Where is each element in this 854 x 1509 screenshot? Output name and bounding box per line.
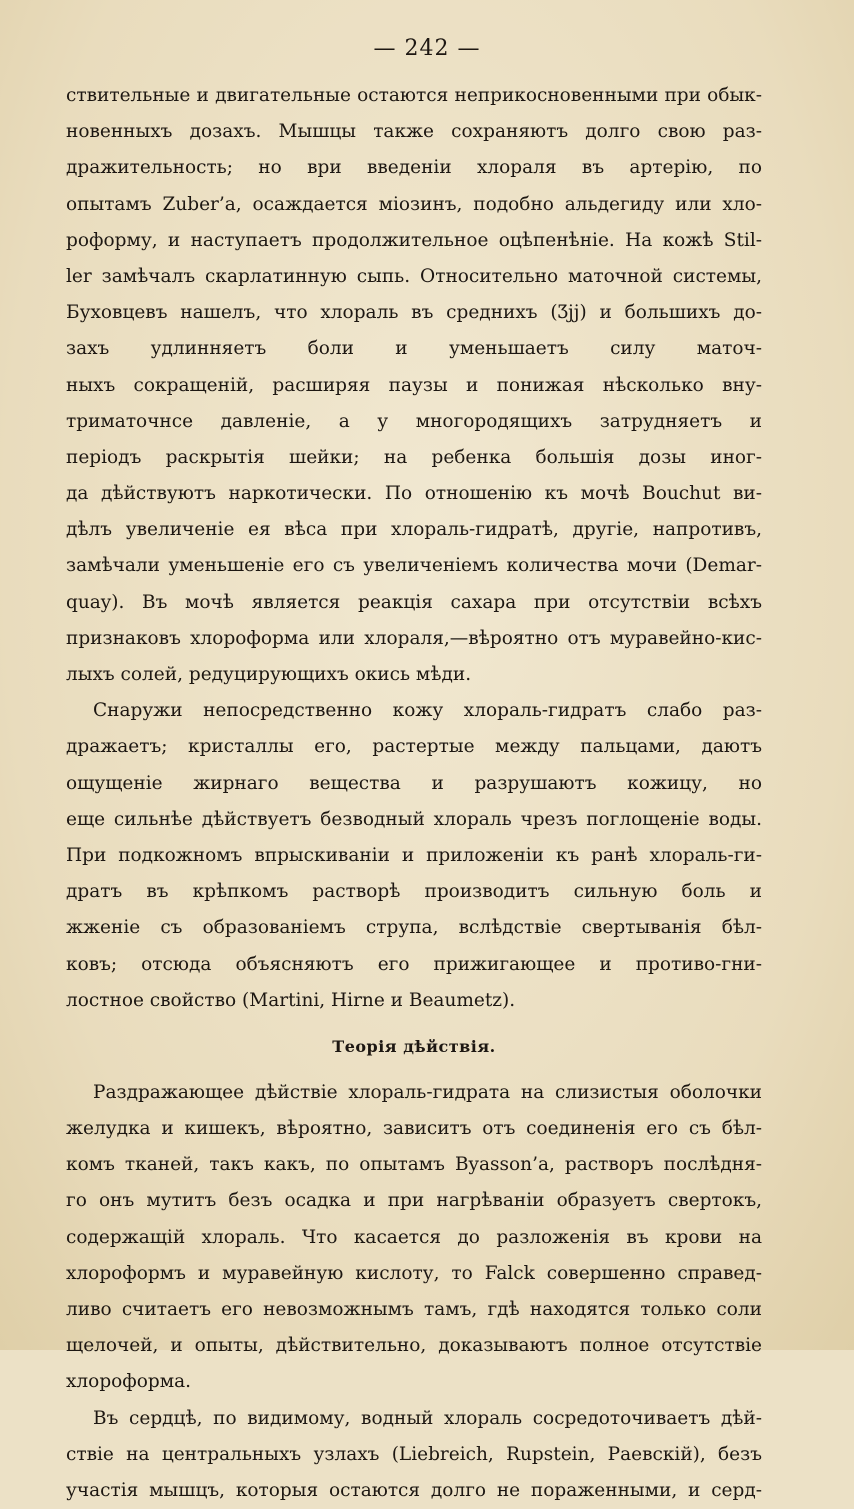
section-heading: Теорія дѣйствія. [332, 1036, 496, 1056]
text-line: признаковъ хлороформа или хлораля,—вѣроятно отъ муравейно-кис- [66, 627, 762, 649]
text-line: ливо считаетъ его невозможнымъ тамъ, гдѣ находятся только соли [66, 1299, 762, 1320]
text-line: лыхъ солей, редуцирующихъ окись мѣди. [66, 664, 472, 685]
page-number: — 242 — [373, 36, 481, 61]
text-line: дражаетъ; кристаллы его, растертые между пальцами, даютъ [66, 736, 762, 758]
text-line: щелочей, и опыты, дѣйствительно, доказываютъ полное отсутствіе [66, 1335, 762, 1357]
text-line: новенныхъ дозахъ. Мышцы также сохраняютъ долго свою раз- [66, 121, 762, 143]
text-line: лостное свойство (Martini, Hirne и Beaumetz). [66, 989, 516, 1011]
text-line: ныхъ сокращеній, расширяя паузы и понижая нѣсколько вну- [66, 374, 762, 396]
text-line: При подкожномъ впрыскиваніи и приложеніи къ ранѣ хлораль-ги- [66, 844, 762, 866]
text-line: Снаружи непосредственно кожу хлораль-гидратъ слабо раз- [93, 700, 762, 722]
text-line: дѣлъ увеличеніе ея вѣса при хлораль-гидратѣ, другіе, напротивъ, [66, 519, 762, 541]
text-line: дратъ въ крѣпкомъ растворѣ производитъ сильную боль и [66, 881, 762, 903]
text-line: триматочнсе давленіе, а у многородящихъ затрудняетъ и [66, 410, 762, 432]
text-line: ler замѣчалъ скарлатинную сыпь. Относительно маточной системы, [66, 265, 762, 287]
page-text [66, 78, 762, 1509]
text-line: жженіе съ образованіемъ струпа, вслѣдствіе свертыванія бѣл- [66, 917, 762, 939]
text-line: quay). Въ мочѣ является реакція сахара при отсутствіи всѣхъ [66, 591, 762, 613]
text-line: Въ сердцѣ, по видимому, водный хлораль сосредоточиваетъ дѣй- [93, 1407, 762, 1429]
text-line: замѣчали уменьшеніе его съ увеличеніемъ количества мочи (Demar- [66, 555, 762, 577]
text-line: еще сильнѣе дѣйствуетъ безводный хлораль чрезъ поглощеніе воды. [66, 808, 762, 830]
text-line: ствіе на центральныхъ узлахъ (Liebreich, Rupstein, Раевскій), безъ [66, 1443, 762, 1465]
text-line: ощущеніе жирнаго вещества и разрушаютъ кожицу, но [66, 772, 762, 794]
text-line: Буховцевъ нашелъ, что хлораль въ среднихъ (Ʒjj) и большихъ до- [66, 302, 762, 324]
text-line: участія мышцъ, которыя остаются долго не пораженными, и серд- [66, 1479, 762, 1501]
text-line: Раздражающее дѣйствіе хлораль-гидрата на слизистыя оболочки [93, 1081, 762, 1103]
text-line: періодъ раскрытія шейки; на ребенка большія дозы иног- [66, 446, 762, 468]
text-line: роформу, и наступаетъ продолжительное оцѣпенѣніе. На кожѣ Stil- [66, 229, 762, 251]
text-line: комъ тканей, такъ какъ, по опытамъ Byasson’a, растворъ послѣдня- [66, 1154, 762, 1176]
text-line: желудка и кишекъ, вѣроятно, зависитъ отъ соединенія его съ бѣл- [66, 1118, 762, 1140]
text-line: опытамъ Zuber’a, осаждается міозинъ, подобно альдегиду или хло- [66, 193, 762, 215]
text-line: дражительность; но ври введеніи хлораля въ артерію, по [66, 157, 762, 179]
text-line: ковъ; отсюда объясняютъ его прижигающее и противо-гни- [66, 953, 762, 975]
text-line: хлороформъ и муравейную кислоту, то Falck совершенно справед- [66, 1262, 762, 1284]
text-line: хлороформа. [66, 1371, 192, 1393]
text-line: содержащій хлораль. Что касается до разложенія въ крови на [66, 1226, 762, 1248]
text-line: захъ удлинняетъ боли и уменьшаетъ силу маточ- [66, 338, 762, 360]
text-line: го онъ мутитъ безъ осадка и при нагрѣваніи образуетъ свертокъ, [66, 1190, 762, 1212]
text-line: ствительные и двигательные остаются неприкосновенными при обык- [66, 85, 762, 106]
text-line: да дѣйствуютъ наркотически. По отношенію къ мочѣ Bouchut ви- [66, 483, 762, 505]
